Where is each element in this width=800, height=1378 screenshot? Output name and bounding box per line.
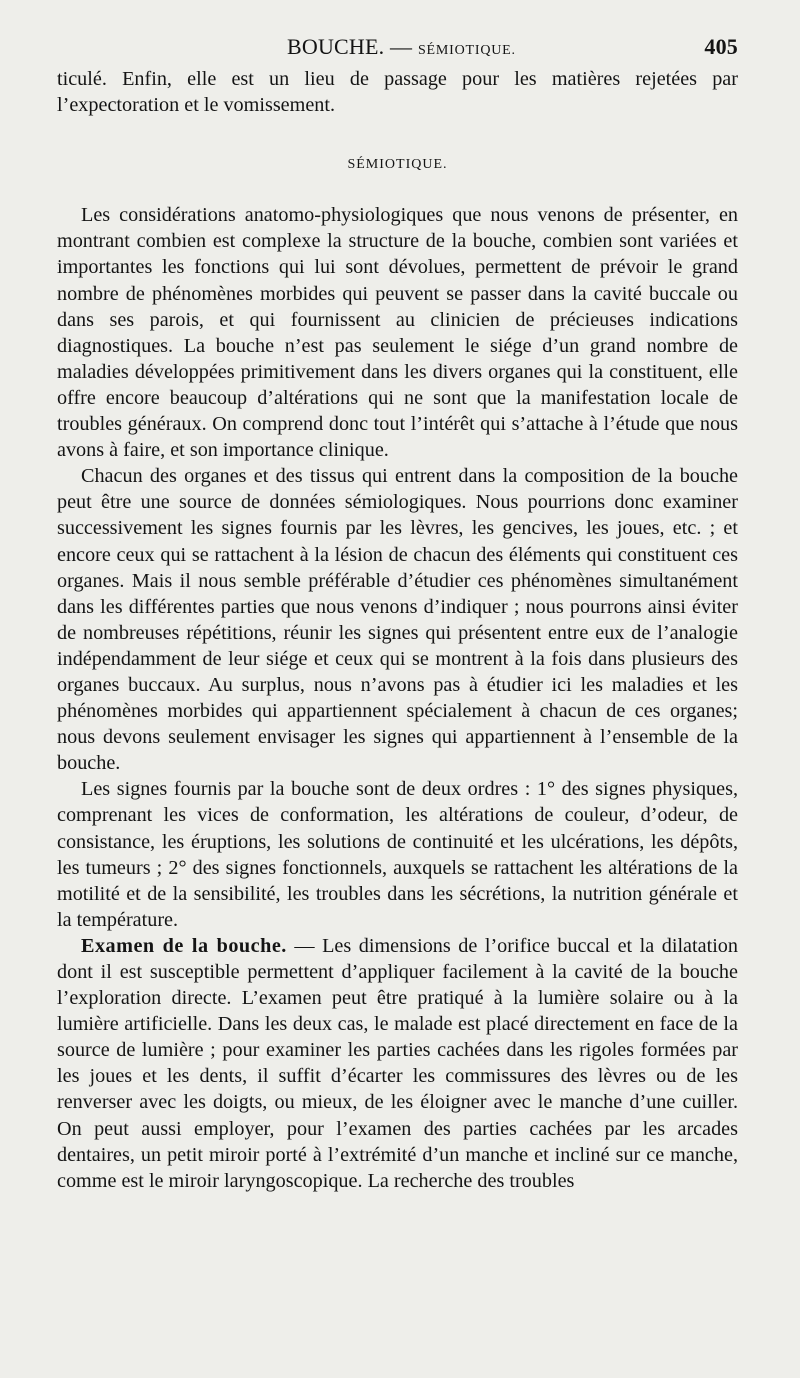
page-body bbox=[57, 66, 738, 1194]
exam-heading: Examen de la bouche. bbox=[81, 934, 287, 957]
running-head bbox=[287, 34, 516, 60]
paragraph-3: Les signes fournis par la bouche sont de deux ordres : 1° des signes physiques, comprenant les vices de conformation, les altérations de couleur, d’odeur, de consistance, les éruptions, les solutions de continuité et les ulcérations, les dépôts, les tumeurs ; 2° des signes fonctionnels, auxquels se rattachent les altérations de la motilité et de la sensibilité, les troubles dans les sécrétions, la nutrition générale et la température. bbox=[57, 778, 738, 931]
paragraph-2: Chacun des organes et des tissus qui entrent dans la composition de la bouche peut être une source de données sémiologiques. Nous pourrions donc examiner successivement les signes fournis par les lèvres, les gencives, les joues, etc. ; et encore ceux qui se rattachent à la lésion de chacun des éléments qui constituent ces organes. Mais il nous semble préférable d’étudier ces phénomènes simultanément dans les différentes parties que nous venons d’indiquer ; nous pourrons ainsi éviter de nombreuses répétitions, réunir les signes qui présentent entre eux de l’analogie indépendamment de leur siége et ceux qui se montrent à la fois dans plusieurs des organes buccaux. Au surplus, nous n’avons pas à étudier ici les maladies et les phénomènes morbides qui appartiennent spécialement à chacun de ces organes; nous devons seulement envisager les signes qui appartiennent à l’ensemble de la bouche. bbox=[57, 465, 738, 775]
opening-paragraph: ticulé. Enfin, elle est un lieu de passage pour les matières rejetées par l’expectoration et le vomissement. bbox=[57, 68, 738, 117]
paragraph-1: Les considérations anatomo-physiologiques que nous venons de présenter, en montrant combien est complexe la structure de la bouche, combien sont variées et importantes les fonctions qui lui sont dévolues, permettent de prévoir le grand nombre de phénomènes morbides qui peuvent se passer dans la cavité buccale ou dans ses parois, et qui fournissent au clinicien de précieuses indications diagnostiques. La bouche n’est pas seulement le siége d’un grand nombre de maladies développées primitivement dans les divers organes qui la constituent, elle offre encore beaucoup d’altérations qui ne sont que la manifestation locale de troubles généraux. On comprend donc tout l’intérêt qui s’attache à l’étude que nous avons à faire, et son importance clinique. bbox=[57, 204, 738, 462]
exam-paragraph bbox=[57, 933, 738, 1194]
exam-text: — Les dimensions de l’orifice buccal et la dilatation dont il est susceptible permettent d’appliquer facilement à la cavité de la bouche l’exploration directe. L’examen peut être pratiqué à la lumière solaire ou à la lumière artificielle. Dans les deux cas, le malade est placé directement en face de la source de lumière ; pour examiner les parties cachées dans les rigoles formées par les joues et les dents, il suffit d’écarter les commissures des lèvres ou de les renverser avec les doigts, ou mieux, de les éloigner avec le manche d’une cuiller. On peut aussi employer, pour l’examen des parties cachées par les arcades dentaires, un petit miroir porté à l’extrémité d’un manche et incliné sur ce manche, comme est le miroir laryngoscopique. La recherche des troubles bbox=[57, 934, 738, 1192]
page-header bbox=[57, 34, 738, 64]
running-title: BOUCHE. — bbox=[287, 34, 413, 59]
section-title: SÉMIOTIQUE. bbox=[347, 157, 448, 173]
page-number: 405 bbox=[704, 34, 738, 59]
running-subtitle: SÉMIOTIQUE. bbox=[417, 43, 516, 58]
